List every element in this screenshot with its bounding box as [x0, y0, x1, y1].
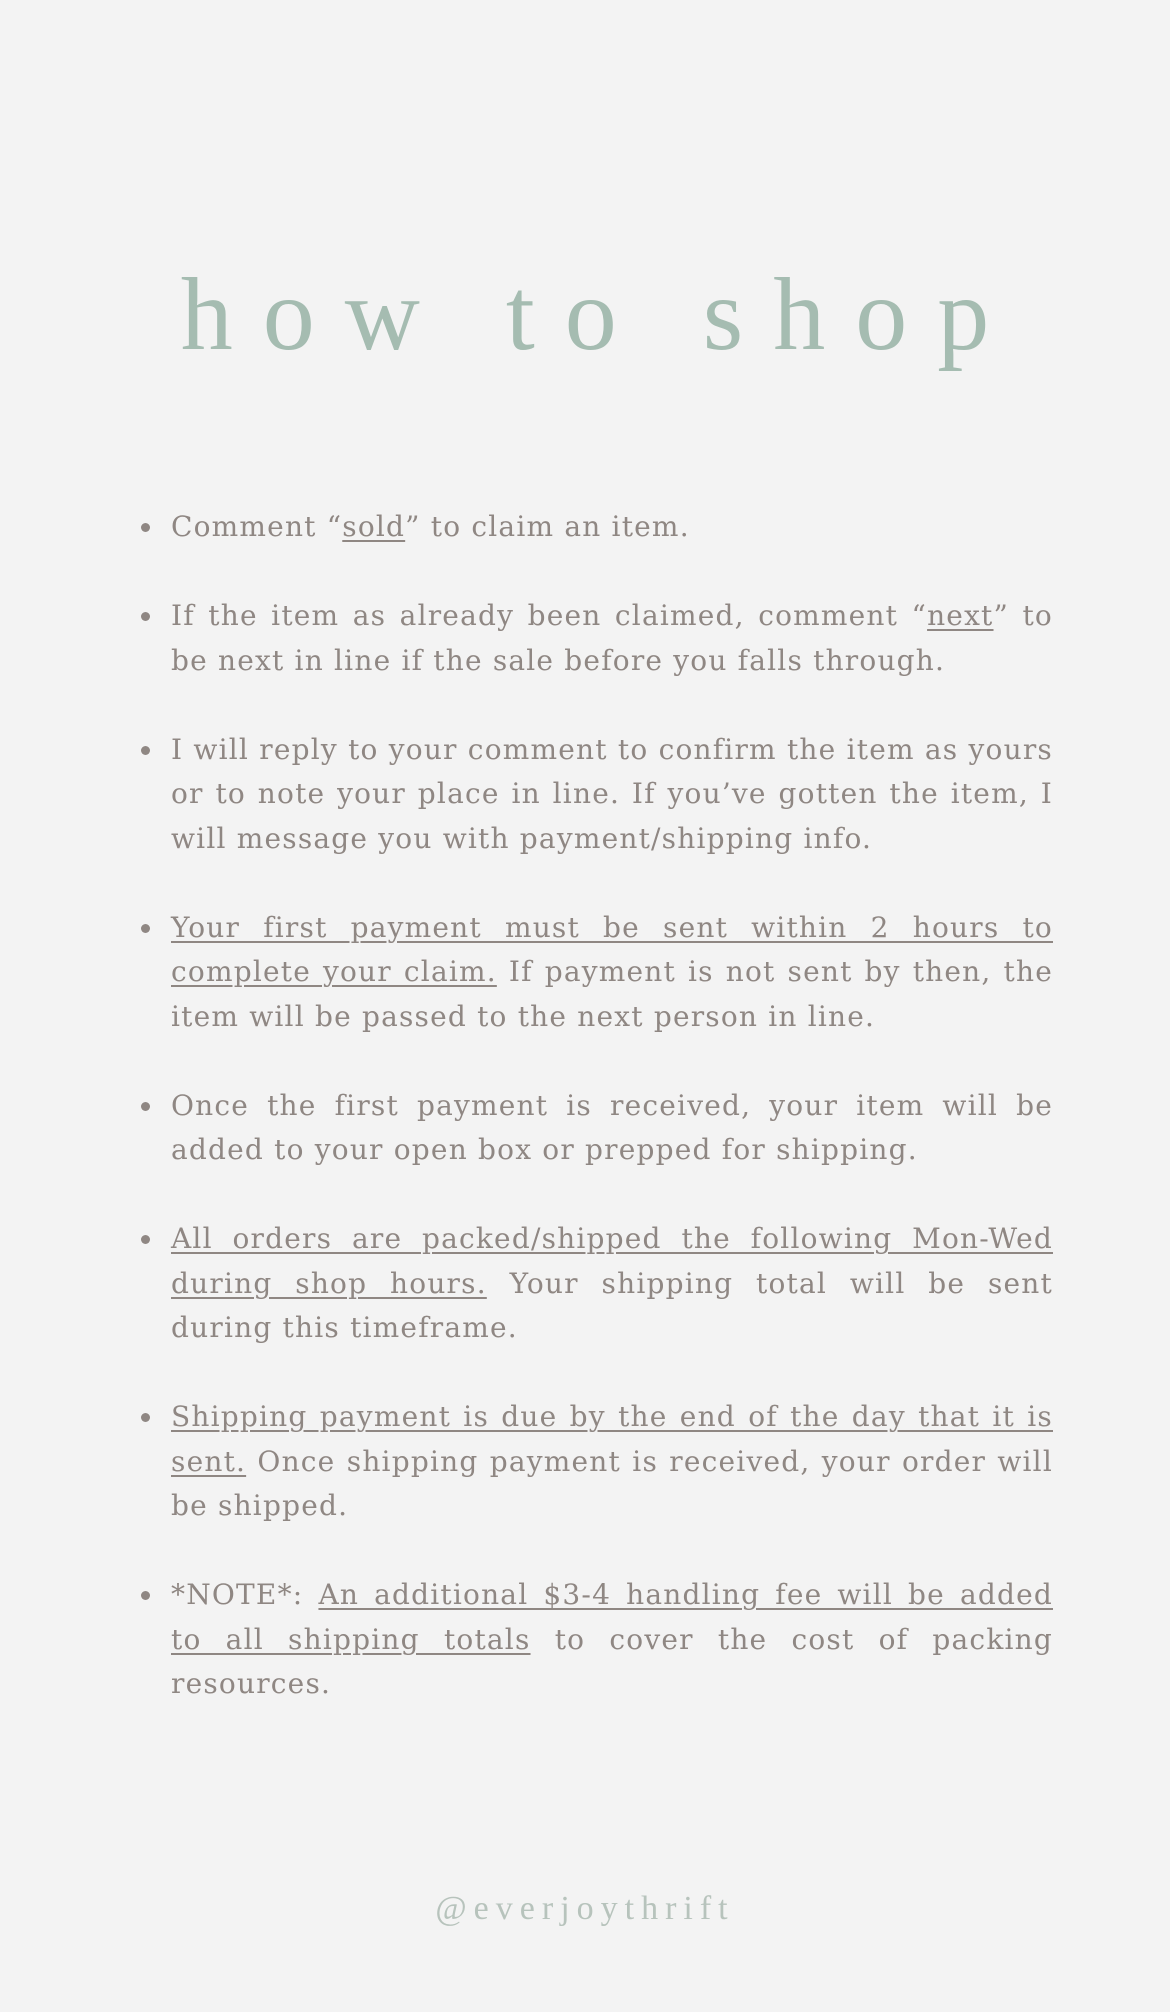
rule-emphasis-text: sold	[342, 510, 406, 543]
shopping-rules-list	[140, 505, 1053, 1751]
page-title: how to shop	[180, 257, 1020, 372]
rule-text: If payment is not sent by then, the item will be passed to the next person in line.	[171, 955, 1053, 1033]
rule-emphasis-text: All orders are packed/shipped the following Mon-Wed during shop hours.	[171, 1222, 1053, 1300]
rule-item	[171, 728, 1053, 862]
rule-emphasis-text: Your first payment must be sent within 2 hours to complete your claim.	[171, 910, 1053, 988]
rule-text: Once shipping payment is received, your order will be shipped.	[171, 1444, 1053, 1522]
rule-emphasis-text: An additional $3-4 handling fee will be added to all shipping totals	[171, 1578, 1053, 1656]
rule-item	[171, 906, 1053, 1040]
bullet-icon	[141, 1413, 150, 1422]
rule-item	[171, 505, 1053, 550]
bullet-icon	[141, 746, 150, 755]
bullet-icon	[141, 1102, 150, 1111]
rule-item	[171, 594, 1053, 683]
rule-text: ” to claim an item.	[405, 510, 690, 543]
rule-text: *NOTE*:	[171, 1578, 319, 1611]
rule-text: I will reply to your comment to confirm the item as yours or to note your place in line. If you’ve gotten the item, I will message you with payment/shipping info.	[171, 732, 1053, 855]
bullet-icon	[141, 612, 150, 621]
bullet-icon	[141, 924, 150, 933]
rule-emphasis-text: Shipping payment is due by the end of the day that it is sent.	[171, 1400, 1053, 1478]
rule-item	[171, 1573, 1053, 1707]
shop-handle: @everjoythrift	[435, 1890, 735, 1927]
rule-emphasis-text: next	[927, 599, 994, 632]
rule-text: ” to be next in line if the sale before you falls through.	[171, 599, 1053, 677]
rule-text: If the item as already been claimed, comment “	[171, 599, 928, 632]
rule-item	[171, 1084, 1053, 1173]
rule-text: Comment “	[171, 510, 343, 543]
rule-item	[171, 1217, 1053, 1351]
bullet-icon	[141, 1591, 150, 1600]
rule-text: Once the first payment is received, your item will be added to your open box or prepped for shipping.	[171, 1088, 1053, 1166]
rule-text: to cover the cost of packing resources.	[171, 1622, 1053, 1700]
bullet-icon	[141, 523, 150, 532]
rule-text: Your shipping total will be sent during this timeframe.	[171, 1266, 1053, 1344]
rule-item	[171, 1395, 1053, 1529]
bullet-icon	[141, 1235, 150, 1244]
